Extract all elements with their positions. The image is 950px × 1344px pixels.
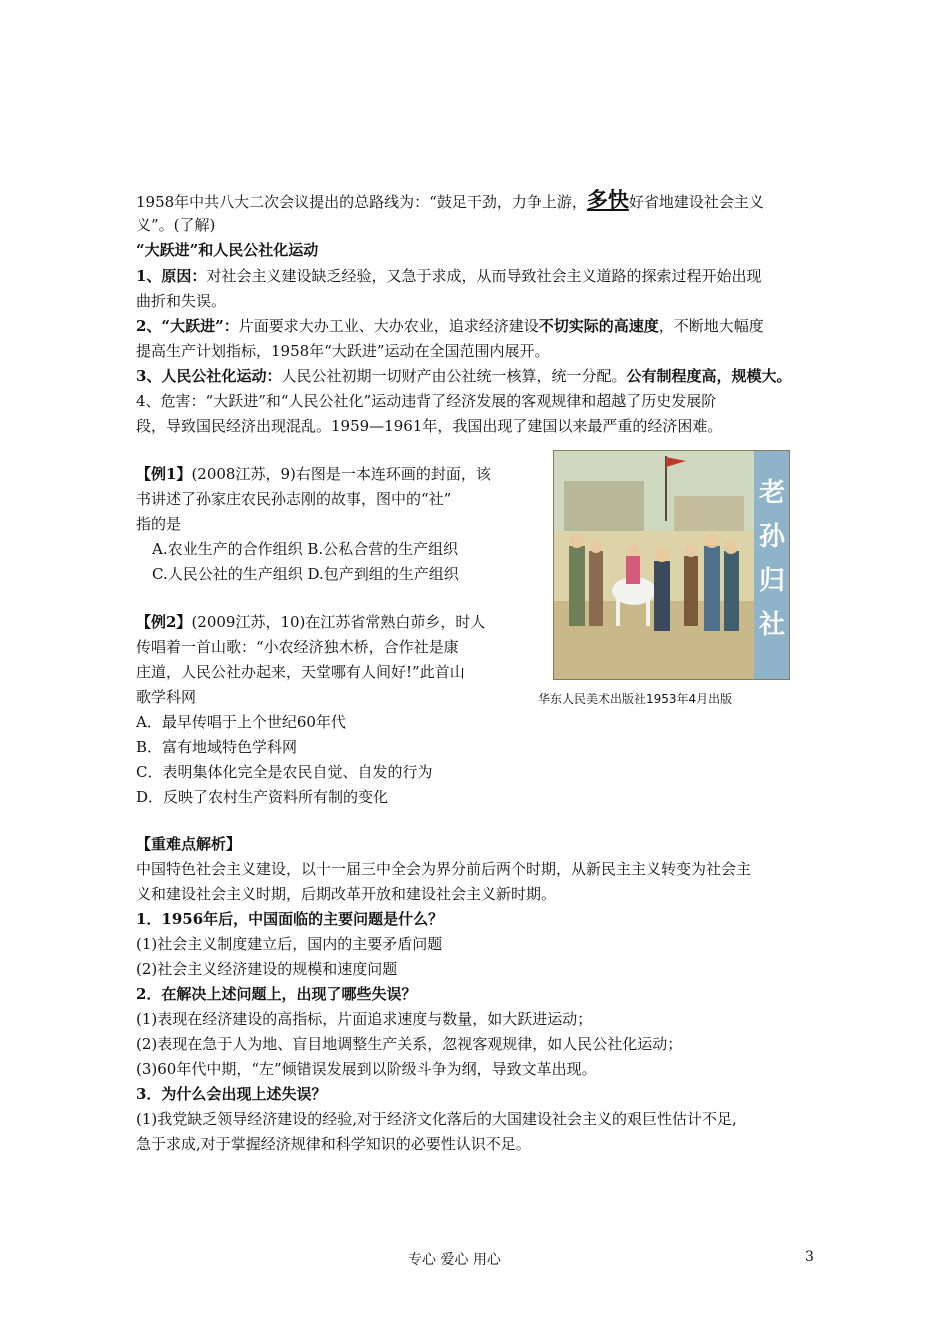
bold-text: 不切实际的高速度 <box>538 317 659 335</box>
text: (2009江苏，10)在江苏省常熟白茆乡，时人 <box>191 613 486 631</box>
example-2 <box>136 610 485 634</box>
label: 1、原因： <box>136 267 207 285</box>
example-1-options: C.人民公社的生产组织 D.包产到组的生产组织 <box>152 565 459 583</box>
question-3: 3．为什么会出现上述失误？ <box>136 1085 327 1103</box>
example-2-cont: 传唱着一首山歌：“小农经济独木桥，合作社是康 <box>136 638 459 656</box>
emphasis-text: 多快 <box>586 187 629 212</box>
point-1-cont: 曲折和失误。 <box>136 292 227 310</box>
text: 片面要求大办工业、大办农业，追求经济建设 <box>238 317 539 335</box>
example-2-option-d: D．反映了农村生产资料所有制的变化 <box>136 788 389 806</box>
point-3 <box>136 364 791 388</box>
example-2-option-b: B．富有地域特色学科网 <box>136 738 298 756</box>
line-1 <box>136 188 764 214</box>
answer-line: (2)表现在急于人为地、盲目地调整生产关系，忽视客观规律，如人民公社化运动； <box>136 1035 683 1053</box>
answer-line: 急于求成,对于掌握经济规律和科学知识的必要性认识不足。 <box>136 1135 531 1153</box>
text: 人民公社初期一切财产由公社统一核算，统一分配。 <box>281 367 627 385</box>
text: (2008江苏，9)右图是一本连环画的封面，该 <box>191 465 491 483</box>
point-1 <box>136 264 761 288</box>
label: 3、人民公社化运动： <box>136 367 282 385</box>
footer-motto: 专心 爱心 用心 <box>408 1252 501 1268</box>
answer-line: (1)我党缺乏领导经济建设的经验,对于经济文化落后的大国建设社会主义的艰巨性估计不足, <box>136 1110 737 1128</box>
label: 2、“大跃进”： <box>136 317 239 335</box>
example-2-cont: 庄道，人民公社办起来，天堂哪有人间好!”此首山 <box>136 663 465 681</box>
answer-line: (1)社会主义制度建立后，国内的主要矛盾问题 <box>136 935 443 953</box>
line-2: 义”。(了解) <box>136 216 216 234</box>
point-4: 4、危害：“大跃进”和“人民公社化”运动违背了经济发展的客观规律和超越了历史发展阶 <box>136 392 717 410</box>
heading-great-leap: “大跃进”和人民公社化运动 <box>136 241 319 259</box>
answer-line: (2)社会主义经济建设的规模和速度问题 <box>136 960 398 978</box>
intro-line: 义和建设社会主义时期，后期改革开放和建设社会主义新时期。 <box>136 885 557 903</box>
heading-key-points: 【重难点解析】 <box>136 835 242 853</box>
example-1 <box>136 462 491 486</box>
example-1-options: A.农业生产的合作组织 B.公私合营的生产组织 <box>152 540 459 558</box>
page-number: 3 <box>805 1249 814 1265</box>
example-1-cont: 书讲述了孙家庄农民孙志刚的故事，图中的“社” <box>136 490 452 508</box>
bold-text: 公有制程度高，规模大。 <box>626 367 792 385</box>
point-2 <box>136 314 764 338</box>
figure-caption: 华东人民美术出版社1953年4月出版 <box>538 692 733 706</box>
example-1-cont: 指的是 <box>136 515 182 533</box>
cover-title: 老孙归社 <box>758 478 785 640</box>
question-2: 2．在解决上述问题上，出现了哪些失误？ <box>136 985 417 1003</box>
point-4-cont: 段，导致国民经济出现混乱。1959—1961年，我国出现了建国以来最严重的经济困难。 <box>136 417 723 435</box>
text: ，不断地大幅度 <box>658 317 764 335</box>
intro-line: 中国特色社会主义建设，以十一届三中全会为界分前后两个时期，从新民主主义转变为社会主 <box>136 860 752 878</box>
answer-line: (1)表现在经济建设的高指标，片面追求速度与数量，如大跃进运动； <box>136 1010 593 1028</box>
example-2-option-a: A．最早传唱于上个世纪60年代 <box>136 713 346 731</box>
question-1: 1．1956年后，中国面临的主要问题是什么？ <box>136 910 444 928</box>
example-2-cont: 歌学科网 <box>136 688 197 706</box>
text: 对社会主义建设缺乏经验，又急于求成，从而导致社会主义道路的探索过程开始出现 <box>206 267 762 285</box>
label: 【例2】 <box>136 613 192 631</box>
text: 1958年中共八大二次会议提出的总路线为：“鼓足干劲，力争上游， <box>136 193 587 211</box>
point-2-cont: 提高生产计划指标，1958年“大跃进”运动在全国范围内展开。 <box>136 342 550 360</box>
text: 好省地建设社会主义 <box>628 193 764 211</box>
answer-line: (3)60年代中期，“左”倾错误发展到以阶级斗争为纲，导致文革出现。 <box>136 1060 597 1078</box>
comic-cover-illustration <box>554 451 789 679</box>
label: 【例1】 <box>136 465 192 483</box>
example-2-option-c: C．表明集体化完全是农民自觉、自发的行为 <box>136 763 433 781</box>
comic-cover-image <box>553 450 790 680</box>
